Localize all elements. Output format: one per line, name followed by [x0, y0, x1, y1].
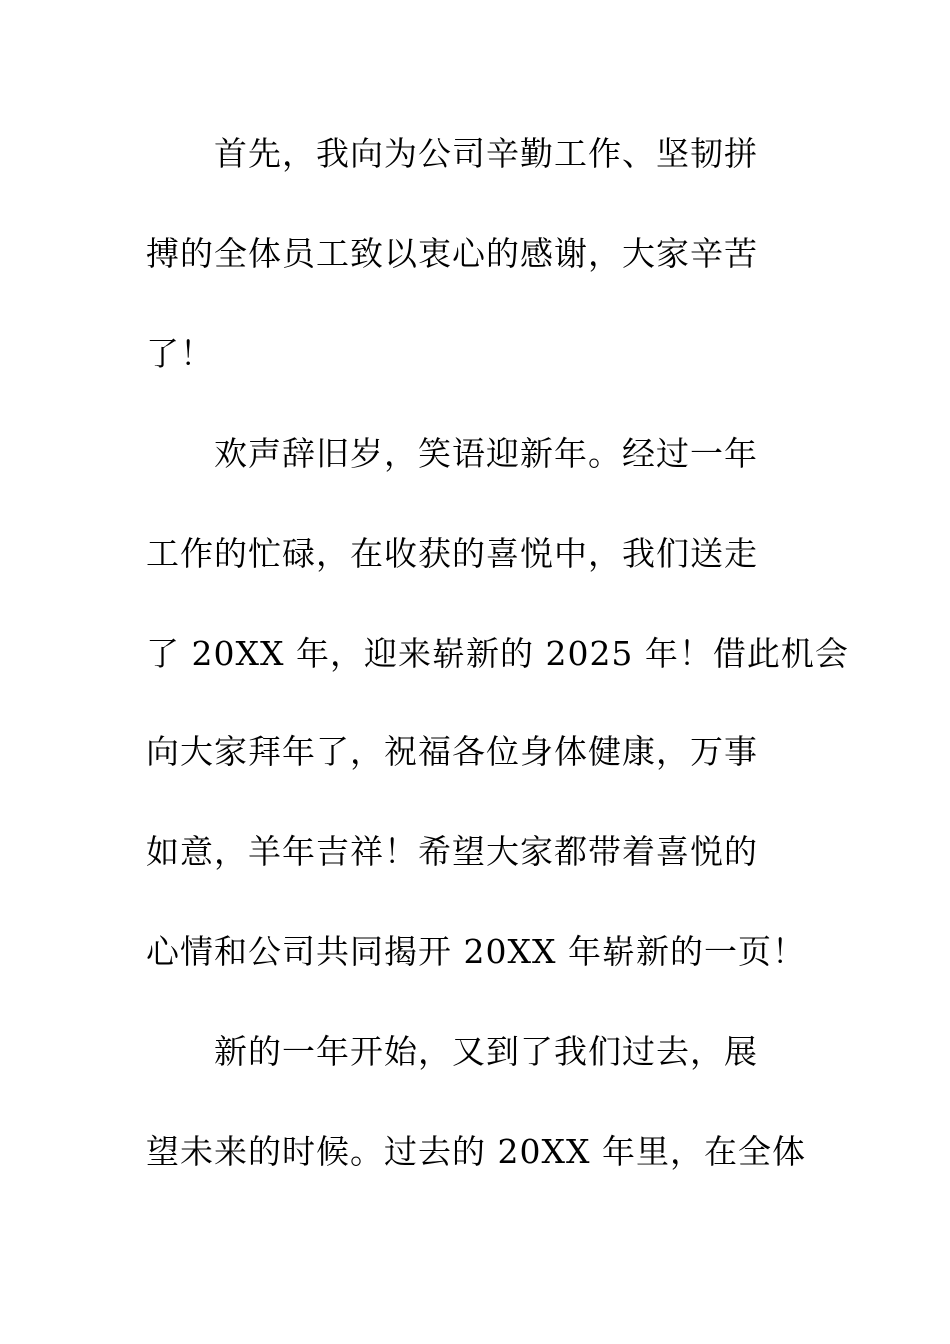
text-line: 新的一年开始，又到了我们过去，展 [214, 1032, 758, 1071]
text-line: 了 20XX 年，迎来崭新的 2025 年！借此机会 [146, 634, 849, 673]
text-line: 首先，我向为公司辛勤工作、坚韧拼 [214, 134, 758, 173]
text-line: 搏的全体员工致以衷心的感谢，大家辛苦 [146, 234, 758, 273]
text-line: 向大家拜年了，祝福各位身体健康，万事 [146, 732, 758, 771]
text-line: 欢声辞旧岁，笑语迎新年。经过一年 [214, 434, 758, 473]
text-line: 如意，羊年吉祥！希望大家都带着喜悦的 [146, 832, 758, 871]
text-line: 望未来的时候。过去的 20XX 年里，在全体 [146, 1132, 806, 1171]
text-line: 了！ [146, 334, 214, 373]
text-line: 心情和公司共同揭开 20XX 年崭新的一页！ [146, 932, 806, 971]
text-line: 工作的忙碌，在收获的喜悦中，我们送走 [146, 534, 758, 573]
